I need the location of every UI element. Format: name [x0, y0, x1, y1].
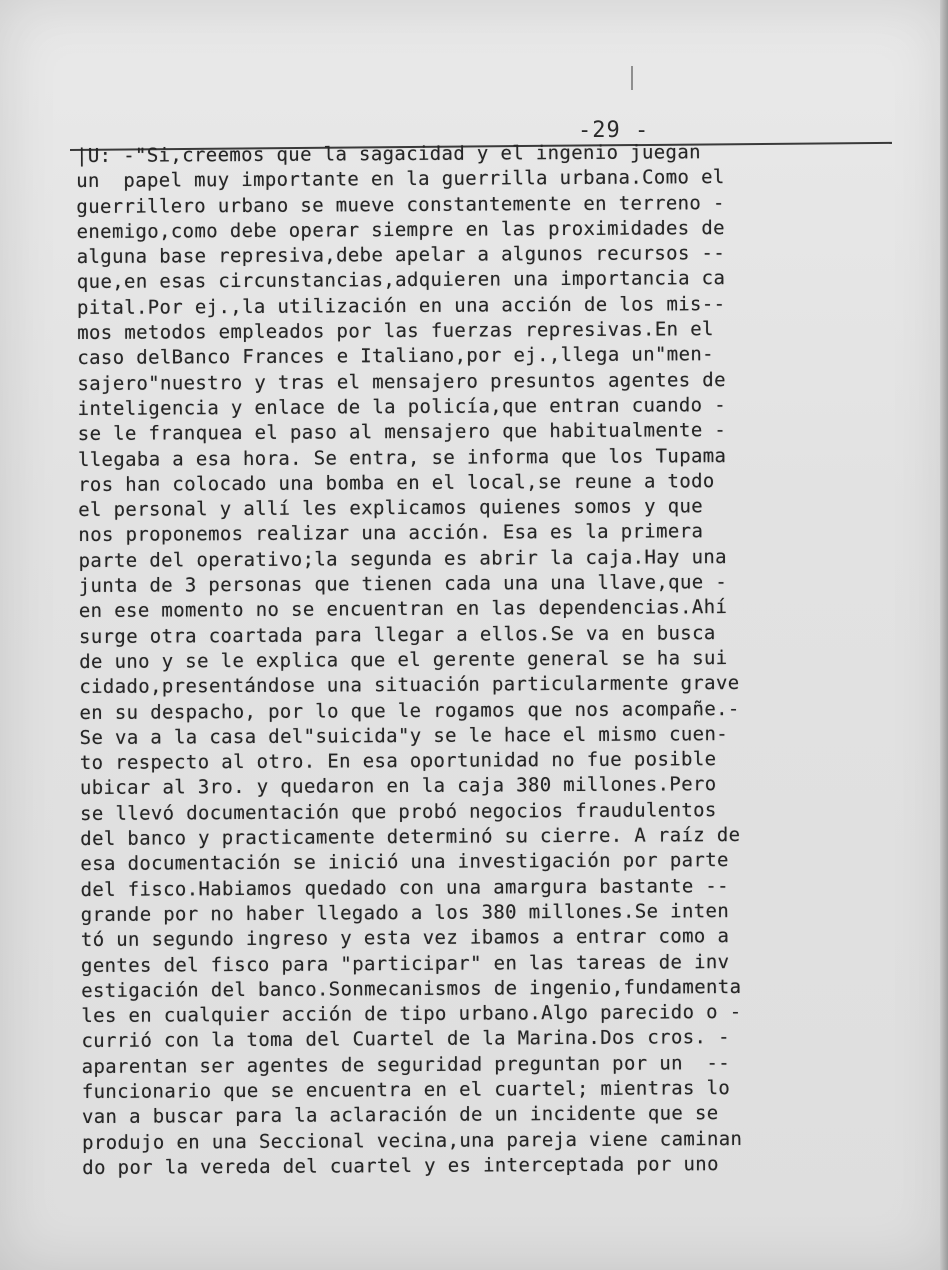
text-line: les en cualquier acción de tipo urbano.Algo parecido o - — [81, 1001, 742, 1028]
text-line: ros han colocado una bomba en el local,se reune a todo — [78, 469, 715, 496]
text-line: parte del operativo;la segunda es abrir la caja.Hay una — [78, 545, 728, 572]
text-line: to respecto al otro. En esa oportunidad no fue posible — [79, 748, 717, 775]
typewritten-body — [76, 139, 882, 1181]
text-line: llegaba a esa hora. Se entra, se informa que los Tupama — [77, 444, 727, 471]
text-line: de uno y se le explica que el gerente general se ha sui — [79, 646, 728, 673]
text-line: nos proponemos realizar una acción. Esa es la primera — [78, 520, 704, 547]
text-line: ubicar al 3ro. y quedaron en la caja 380 millones.Pero — [79, 773, 717, 800]
text-line: el personal y allí les explicamos quienes somos y que — [78, 495, 704, 522]
text-line: en ese momento no se encuentran en las dependencias.Ahí — [78, 596, 728, 623]
text-line: enemigo,como debe operar siempre en las proximidades de — [76, 216, 725, 243]
page-number: -29 - — [578, 118, 650, 143]
text-line: funcionario que se encuentra en el cuartel; mientras lo — [81, 1077, 731, 1103]
margin-mark — [631, 66, 633, 90]
text-line: del banco y practicamente determinó su cierre. A raíz de — [80, 823, 741, 851]
text-line: currió con la toma del Cuartel de la Marina.Dos cros. - — [81, 1026, 730, 1053]
text-line: Se va a la casa del"suicida"y se le hace el mismo cuen- — [79, 722, 729, 749]
page-edge-shadow — [940, 0, 948, 1270]
text-line: surge otra coartada para llegar a ellos.Se va en busca — [78, 621, 716, 648]
text-line: sajero"nuestro y tras el mensajero presuntos agentes de — [77, 368, 726, 395]
text-line: del fisco.Habiamos quedado con una amargura bastante -- — [80, 874, 730, 901]
text-line: se le franquea el paso al mensajero que habitualmente - — [77, 419, 727, 446]
text-line: |U: -"Si,creemos que la sagacidad y el ingenio juegan — [76, 141, 701, 167]
text-line: cidado,presentándose una situación particularmente grave — [79, 672, 740, 699]
text-line: inteligencia y enlace de la policía,que entran cuando - — [77, 394, 727, 420]
text-line: estigación del banco.Sonmecanismos de ingenio,fundamenta — [81, 975, 742, 1002]
text-line: pital.Por ej.,la utilización en una acción de los mis-- — [76, 292, 726, 319]
text-line: grande por no haber llegado a los 380 millones.Se inten — [80, 899, 730, 926]
text-line: produjo en una Seccional vecina,una pareja viene caminan — [82, 1127, 743, 1154]
text-line: se llevó documentación que probó negocios fraudulentos — [80, 798, 717, 825]
text-line: esa documentación se inició una investigación por parte — [80, 849, 729, 876]
text-line: guerrillero urbano se mueve constantemente en terreno - — [76, 191, 725, 218]
text-line: aparentan ser agentes de seguridad preguntan por un -- — [81, 1051, 731, 1078]
text-line: do por la vereda del cuartel y es interceptada por uno — [82, 1152, 719, 1179]
text-line: alguna base represiva,debe apelar a algunos recursos -- — [76, 242, 726, 269]
text-line: gentes del fisco para "participar" en las tareas de inv — [80, 950, 730, 977]
text-line: que,en esas circunstancias,adquieren una importancia ca — [76, 267, 726, 294]
text-line: van a buscar para la aclaración de un incidente que se — [81, 1102, 719, 1129]
text-line: un papel muy importante en la guerrilla urbana.Como el — [76, 166, 725, 193]
text-line: junta de 3 personas que tienen cada una una llave,que - — [78, 571, 728, 598]
text-line: en su despacho, por lo que le rogamos que nos acompañe.- — [79, 697, 740, 724]
text-line: mos metodos empleados por las fuerzas represivas.En el — [77, 318, 714, 345]
text-line: caso delBanco Frances e Italiano,por ej.,llega un"men- — [77, 343, 714, 370]
text-line: tó un segundo ingreso y esta vez ibamos a entrar como a — [80, 925, 730, 952]
